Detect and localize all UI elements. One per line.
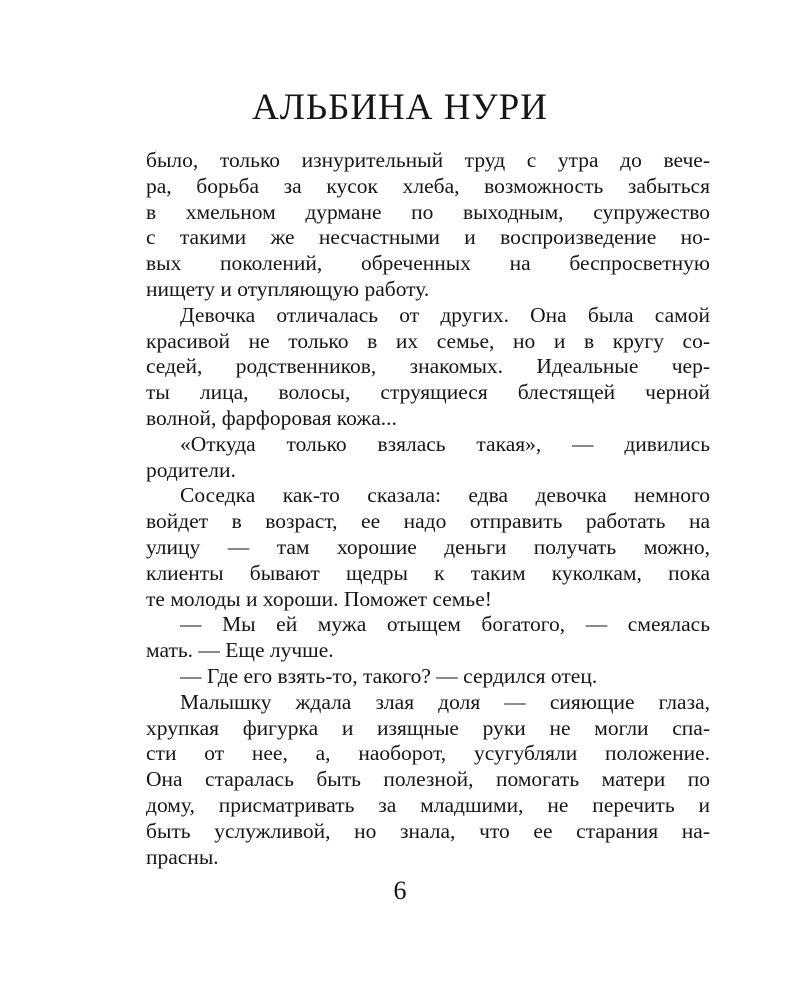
text-line: было, только изнурительный труд с утра до вече- bbox=[146, 148, 710, 172]
text-line: прасны. bbox=[146, 844, 219, 869]
text-line: быть услужливой, но знала, что ее старания на- bbox=[146, 818, 710, 843]
text-line: клиенты бывают щедры к таким куколкам, пока bbox=[146, 560, 710, 585]
text-line: те молоды и хороши. Поможет семье! bbox=[146, 586, 492, 611]
text-line: — Мы ей мужа отыщем богатого, — смеялась bbox=[180, 612, 710, 637]
text-line: в хмельном дурмане по выходным, супружество bbox=[146, 199, 710, 224]
text-line: войдет в возраст, ее надо отправить работать на bbox=[146, 509, 710, 534]
body-text bbox=[146, 148, 710, 870]
text-line: волной, фарфоровая кожа... bbox=[146, 405, 397, 430]
text-line: родители. bbox=[146, 457, 236, 482]
text-line: улицу — там хорошие деньги получать можно, bbox=[146, 534, 710, 559]
text-line: сти от нее, а, наоборот, усугубляли положение. bbox=[146, 741, 710, 766]
text-line: мать. — Еще лучше. bbox=[146, 638, 334, 663]
page-number: 6 bbox=[393, 876, 407, 905]
text-line: Девочка отличалась от других. Она была самой bbox=[180, 302, 710, 327]
text-line: Она старалась быть полезной, помогать матери по bbox=[146, 767, 710, 792]
text-line: вых поколений, обреченных на беспросветную bbox=[146, 251, 710, 276]
text-line: ты лица, волосы, струящиеся блестящей черной bbox=[146, 380, 710, 405]
text-line: красивой не только в их семье, но и в кругу со- bbox=[146, 328, 710, 353]
text-line: нищету и отупляющую работу. bbox=[146, 276, 430, 301]
text-line: дому, присматривать за младшими, не перечить и bbox=[146, 792, 710, 817]
text-line: седей, родственников, знакомых. Идеальные чер- bbox=[146, 354, 710, 379]
running-header-author: АЛЬБИНА НУРИ bbox=[252, 87, 548, 128]
text-line: с такими же несчастными и воспроизведение но- bbox=[146, 225, 710, 250]
text-line: ра, борьба за кусок хлеба, возможность забыться bbox=[146, 173, 710, 198]
text-line: — Где его взять-то, такого? — сердился отец. bbox=[180, 663, 598, 688]
text-line: «Откуда только взялась такая», — дивились bbox=[180, 431, 710, 456]
text-line: Малышку ждала злая доля — сияющие глаза, bbox=[180, 689, 710, 714]
text-line: хрупкая фигурка и изящные руки не могли спа- bbox=[146, 715, 710, 740]
text-line: Соседка как-то сказала: едва девочка немного bbox=[180, 483, 710, 508]
